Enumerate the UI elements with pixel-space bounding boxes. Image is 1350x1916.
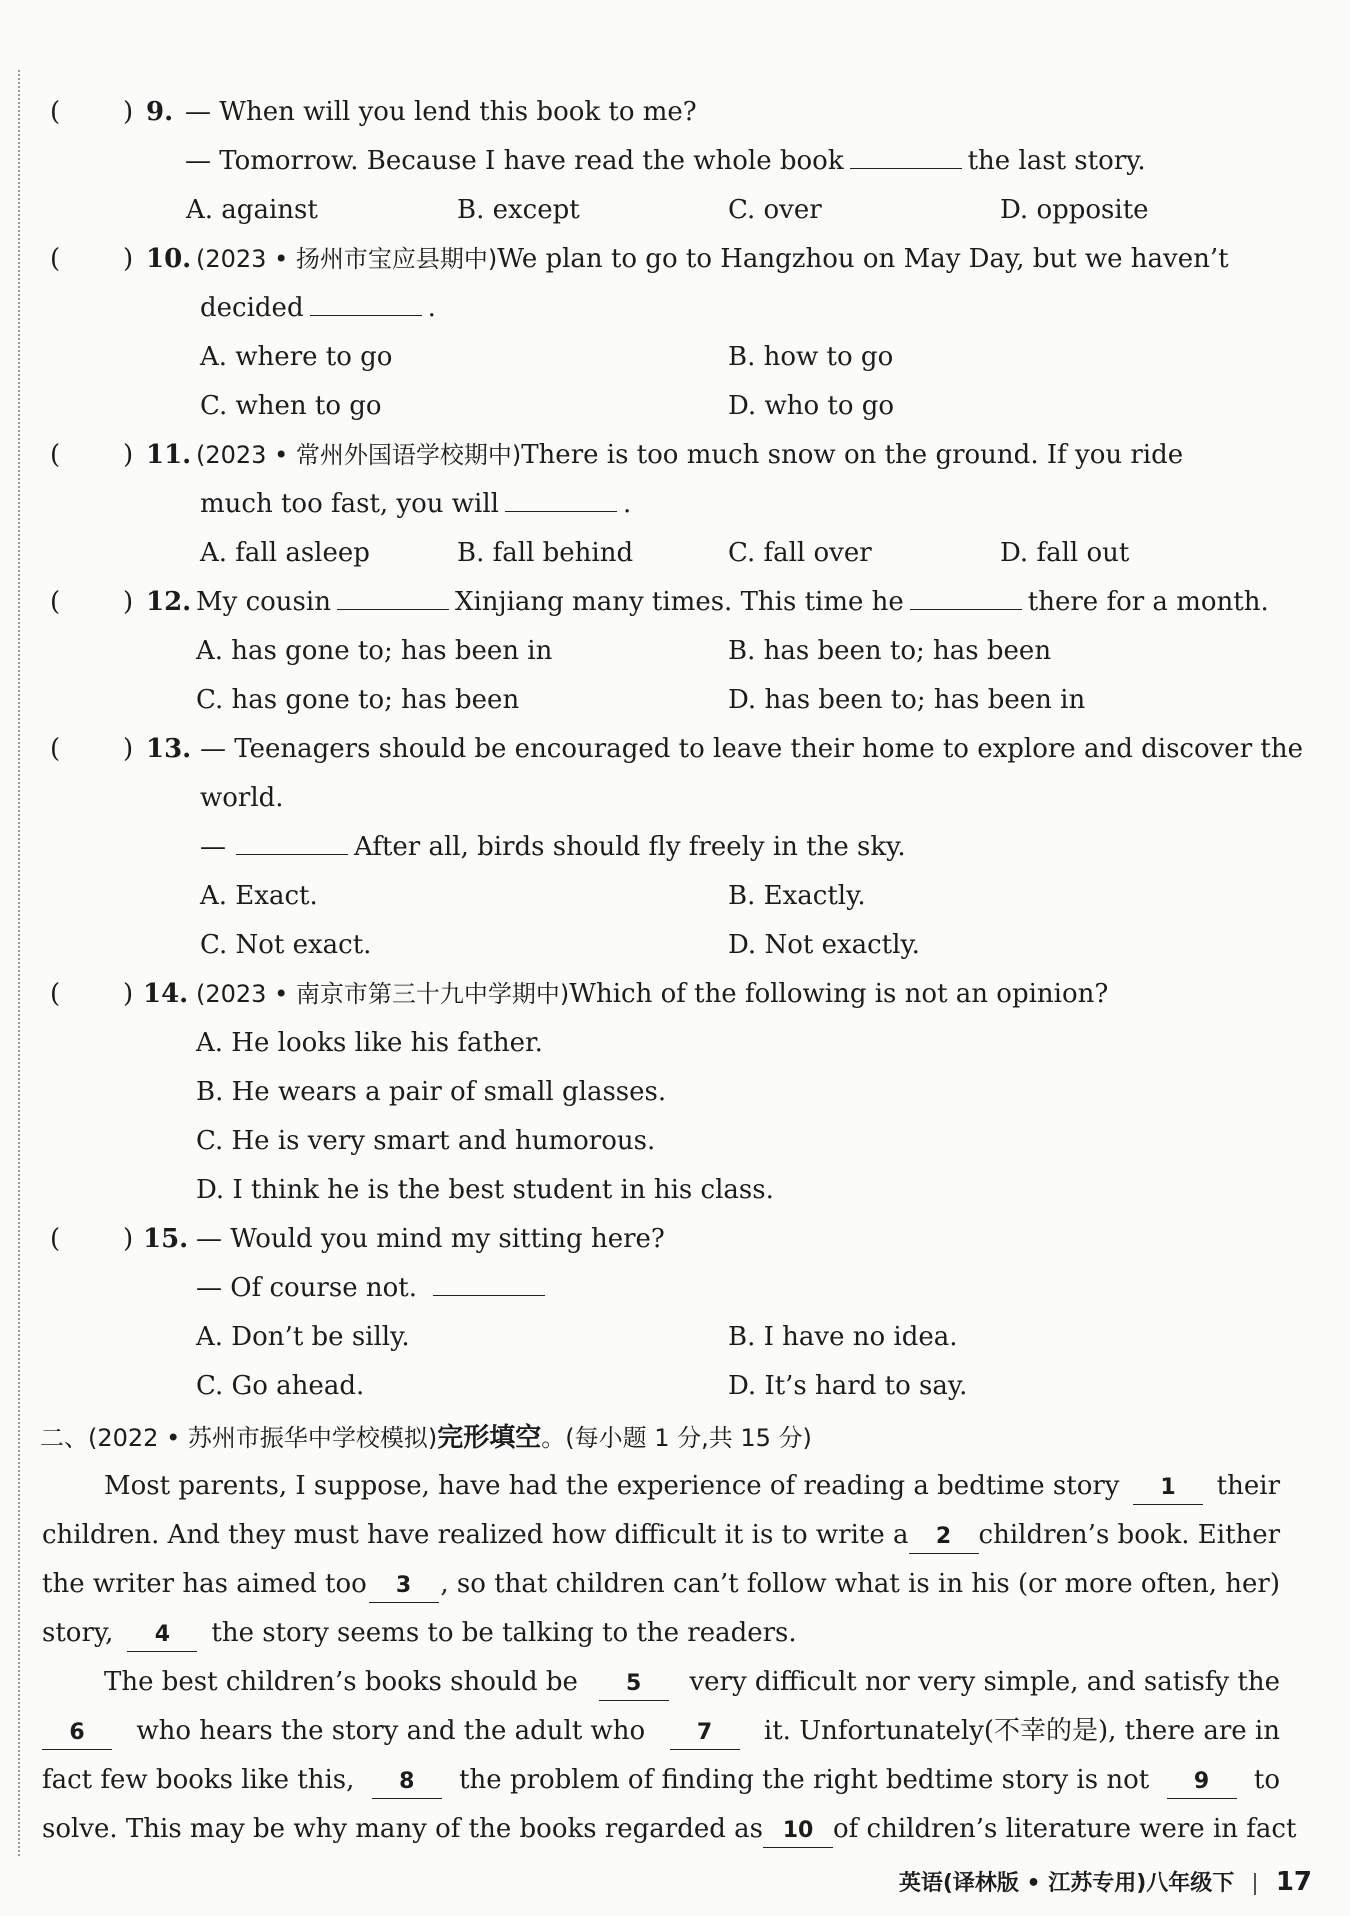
- option-a[interactable]: A. fall asleep: [200, 538, 370, 568]
- cloze-blank-8[interactable]: 8: [372, 1766, 442, 1799]
- question-text: decided: [200, 293, 304, 323]
- question-text: Which of the following is not an opinion?: [569, 979, 1109, 1009]
- cloze-blank-10[interactable]: 10: [763, 1815, 833, 1848]
- option-b[interactable]: B. Exactly.: [728, 881, 866, 911]
- option-b[interactable]: B. except: [457, 195, 580, 225]
- question-source: (2023 • 南京市第三十九中学期中): [196, 980, 570, 1008]
- option-b[interactable]: B. how to go: [728, 342, 894, 372]
- option-a[interactable]: A. where to go: [200, 342, 393, 372]
- option-c[interactable]: C. when to go: [200, 391, 382, 421]
- cloze-blank-3[interactable]: 3: [369, 1570, 439, 1603]
- option-c[interactable]: C. has gone to; has been: [196, 685, 520, 715]
- page-number: 17: [1275, 1867, 1312, 1897]
- question-13: ( ) 13. — Teenagers should be encouraged to leave their home to explore and discover the world. — After all, birds should fly freely in the sky. A. Exact. B. Exactly. C. Not exact. D. Not exactly.: [0, 725, 1350, 970]
- question-text: much too fast, you will: [200, 489, 499, 519]
- option-d[interactable]: D. opposite: [1000, 195, 1149, 225]
- question-source: (2023 • 常州外国语学校期中): [196, 441, 522, 469]
- answer-blank[interactable]: [850, 138, 962, 169]
- passage-line: story, 4 the story seems to be talking to the readers.: [42, 1609, 1280, 1658]
- footer-divider: [1254, 1873, 1256, 1895]
- passage-line: children. And they must have realized how difficult it is to write a 2 children’s book. Either: [42, 1511, 1280, 1560]
- answer-blank[interactable]: [337, 579, 449, 610]
- question-text: .: [623, 489, 632, 519]
- question-text: .: [427, 293, 436, 323]
- option-c[interactable]: C. fall over: [728, 538, 872, 568]
- passage-line: 6 who hears the story and the adult who 7 it. Unfortunately(不幸的是), there are in: [42, 1707, 1280, 1756]
- section-title: 完形填空: [437, 1423, 542, 1453]
- cloze-blank-4[interactable]: 4: [127, 1619, 197, 1652]
- option-b[interactable]: B. I have no idea.: [728, 1322, 958, 1352]
- option-b[interactable]: B. fall behind: [457, 538, 634, 568]
- question-text: Xinjiang many times. This time he: [454, 587, 904, 617]
- option-d[interactable]: D. I think he is the best student in his class.: [196, 1175, 774, 1205]
- question-10: ( ) 10. (2023 • 扬州市宝应县期中)We plan to go to Hangzhou on May Day, but we haven’t decided . A. where to go B. how to go C. when to go D. who to go: [0, 235, 1350, 431]
- option-d[interactable]: D. It’s hard to say.: [728, 1371, 968, 1401]
- question-9: ( ) 9. — When will you lend this book to me? — Tomorrow. Because I have read the whole book the last story. A. against B. except C. over D. opposite: [0, 88, 1350, 235]
- question-text: there for a month.: [1027, 587, 1269, 617]
- question-text: world.: [200, 783, 284, 813]
- question-text: — Would you mind my sitting here?: [196, 1224, 665, 1254]
- question-text: — Of course not.: [196, 1273, 417, 1303]
- cloze-blank-9[interactable]: 9: [1167, 1766, 1237, 1799]
- option-a[interactable]: A. has gone to; has been in: [196, 636, 553, 666]
- cloze-blank-1[interactable]: 1: [1133, 1472, 1203, 1505]
- option-d[interactable]: D. Not exactly.: [728, 930, 920, 960]
- question-text: My cousin: [196, 587, 331, 617]
- option-a[interactable]: A. against: [186, 195, 318, 225]
- option-d[interactable]: D. who to go: [728, 391, 895, 421]
- answer-blank[interactable]: [505, 481, 617, 512]
- question-14: ( ) 14. (2023 • 南京市第三十九中学期中)Which of the following is not an opinion? A. He looks like his father. B. He wears a pair of small glasses. C. He is very smart and humorous. D. I think he is the best student in his class.: [0, 970, 1350, 1215]
- question-number: 15.: [143, 1224, 189, 1254]
- option-d[interactable]: D. fall out: [1000, 538, 1130, 568]
- question-15: ( ) 15. — Would you mind my sitting here? — Of course not. A. Don’t be silly. B. I have no idea. C. Go ahead. D. It’s hard to say.: [0, 1215, 1350, 1411]
- cloze-blank-7[interactable]: 7: [670, 1717, 740, 1750]
- section-heading: [40, 1418, 812, 1458]
- section-note: 。(每小题 1 分,共 15 分): [541, 1424, 812, 1452]
- question-text: After all, birds should fly freely in the sky.: [354, 832, 906, 862]
- cloze-blank-2[interactable]: 2: [909, 1521, 979, 1554]
- answer-blank[interactable]: [910, 579, 1022, 610]
- answer-blank[interactable]: [310, 285, 422, 316]
- cloze-passage: [42, 1462, 1297, 1854]
- question-source: (2023 • 扬州市宝应县期中): [196, 245, 498, 273]
- cloze-blank-6[interactable]: 6: [42, 1717, 112, 1750]
- question-text: We plan to go to Hangzhou on May Day, but we haven’t: [497, 244, 1229, 274]
- option-d[interactable]: D. has been to; has been in: [728, 685, 1086, 715]
- question-number: 13.: [146, 734, 192, 764]
- passage-line: solve. This may be why many of the books regarded as 10 of children’s literature were in fact: [42, 1805, 1280, 1854]
- question-text: —: [200, 832, 226, 862]
- page-footer: [899, 1866, 1312, 1897]
- option-a[interactable]: A. Don’t be silly.: [196, 1322, 410, 1352]
- option-c[interactable]: C. Not exact.: [200, 930, 372, 960]
- section-prefix: 二、(2022 • 苏州市振华中学校模拟): [40, 1424, 438, 1452]
- question-number: 9.: [146, 97, 174, 127]
- question-text: There is too much snow on the ground. If you ride: [521, 440, 1184, 470]
- passage-line: the writer has aimed too 3 , so that children can’t follow what is in his (or more often, her): [42, 1560, 1280, 1609]
- question-number: 14.: [143, 979, 189, 1009]
- option-c[interactable]: C. over: [728, 195, 822, 225]
- question-text: — Teenagers should be encouraged to leave their home to explore and discover the: [200, 734, 1303, 764]
- option-a[interactable]: A. Exact.: [200, 881, 318, 911]
- cloze-blank-5[interactable]: 5: [599, 1668, 669, 1701]
- passage-line: Most parents, I suppose, have had the experience of reading a bedtime story 1 their: [42, 1462, 1280, 1511]
- passage-line: fact few books like this, 8 the problem of finding the right bedtime story is not 9 to: [42, 1756, 1280, 1805]
- question-12: ( ) 12. My cousin Xinjiang many times. This time he there for a month. A. has gone to; has been in B. has been to; has been C. has gone to; has been D. has been to; has been in: [0, 578, 1350, 725]
- answer-blank[interactable]: [433, 1265, 545, 1296]
- question-number: 10.: [146, 244, 192, 274]
- question-text: — Tomorrow. Because I have read the whole book: [185, 146, 844, 176]
- option-c[interactable]: C. He is very smart and humorous.: [196, 1126, 656, 1156]
- question-number: 12.: [146, 587, 192, 617]
- question-text: the last story.: [967, 146, 1146, 176]
- passage-line: The best children’s books should be 5 very difficult nor very simple, and satisfy the: [42, 1658, 1280, 1707]
- option-c[interactable]: C. Go ahead.: [196, 1371, 365, 1401]
- question-text: — When will you lend this book to me?: [185, 97, 697, 127]
- question-number: 11.: [146, 440, 192, 470]
- answer-blank[interactable]: [236, 824, 348, 855]
- option-a[interactable]: A. He looks like his father.: [196, 1028, 543, 1058]
- option-b[interactable]: B. has been to; has been: [728, 636, 1052, 666]
- book-title: 英语(译林版 • 江苏专用)八年级下: [898, 1871, 1235, 1896]
- option-b[interactable]: B. He wears a pair of small glasses.: [196, 1077, 667, 1107]
- question-11: ( ) 11. (2023 • 常州外国语学校期中)There is too much snow on the ground. If you ride much too fast, you will . A. fall asleep B. fall behind C. fall over D. fall out: [0, 431, 1350, 578]
